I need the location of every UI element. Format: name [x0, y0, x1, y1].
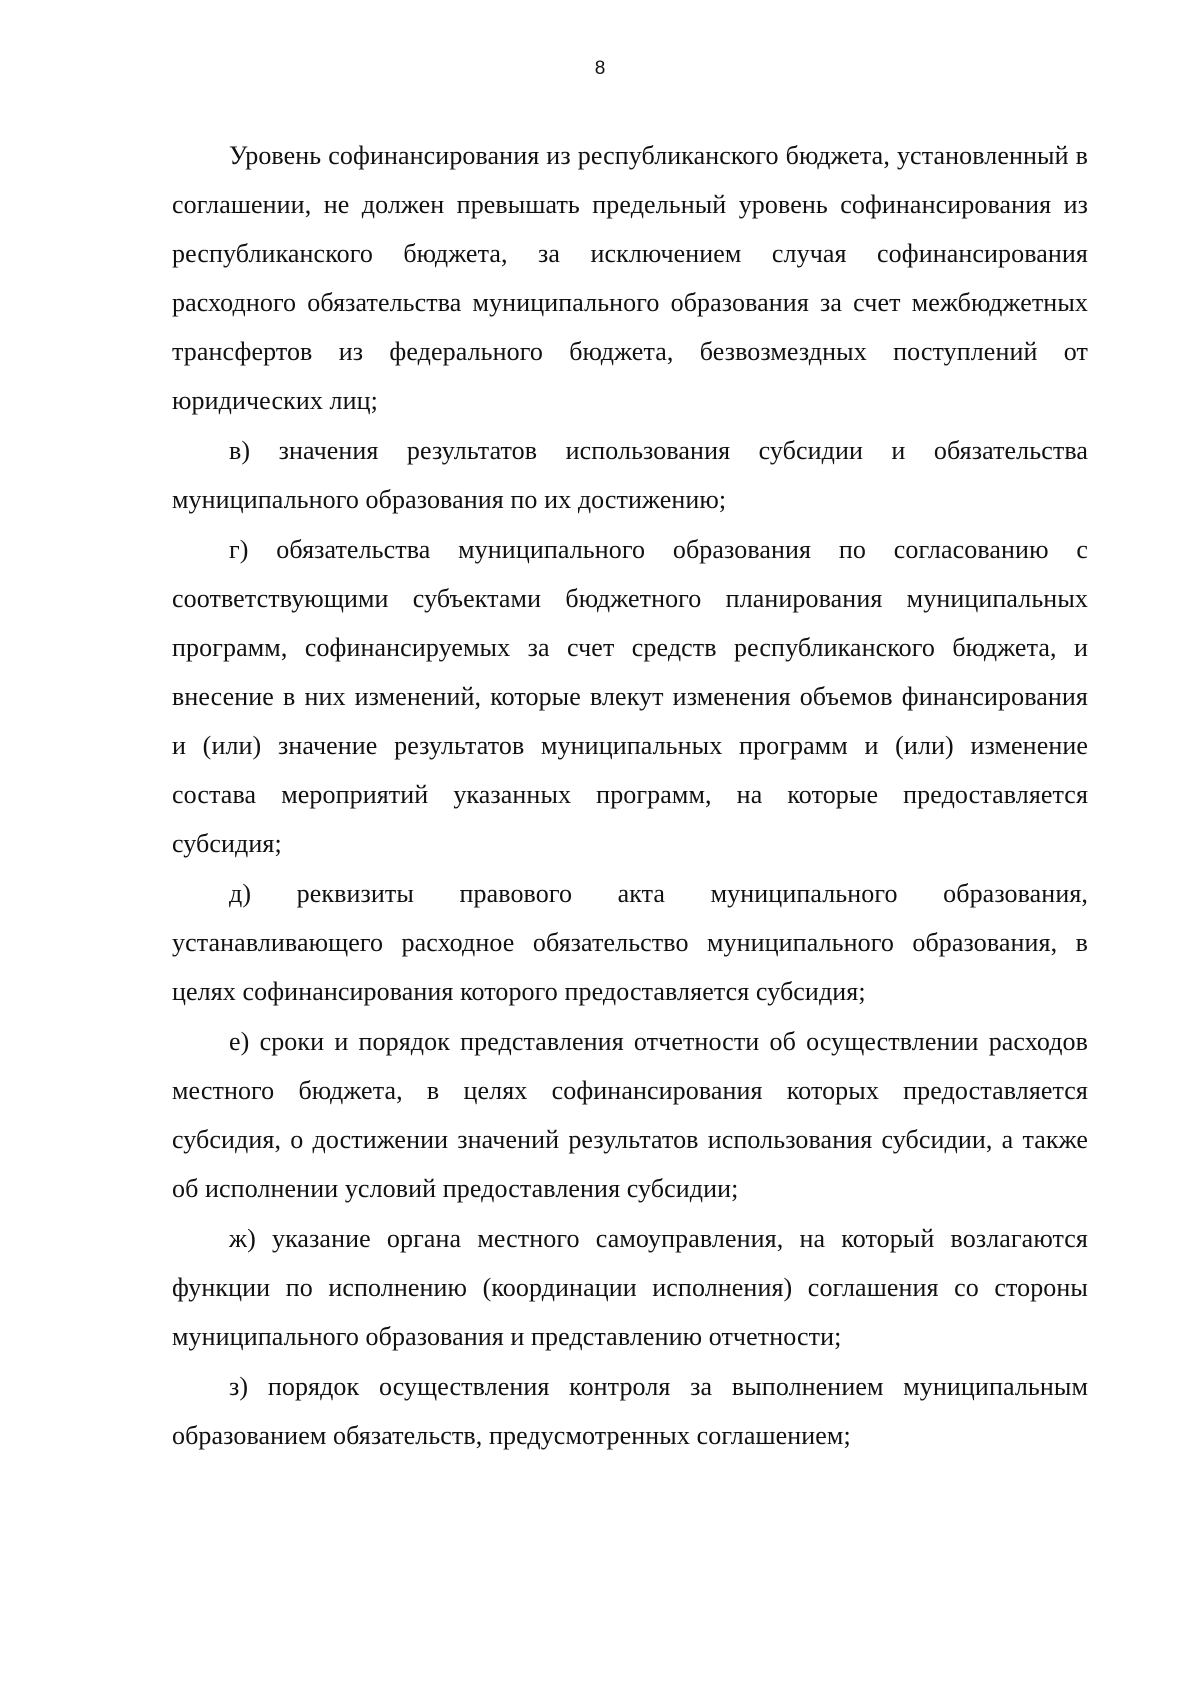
- paragraph-zh-local-authority: ж) указание органа местного самоуправления, на который возлагаются функции по исполнению (координации исполнения) соглашения со стороны муниципального образования и представлению отчетности;: [172, 1224, 1088, 1351]
- page-number: 8: [594, 58, 606, 79]
- paragraph-v-results-values: в) значения результатов использования субсидии и обязательства муниципального образования по их достижению;: [172, 436, 1088, 514]
- paragraph-cofinancing-level: Уровень софинансирования из республиканского бюджета, установленный в соглашении, не должен превышать предельный уровень софинансирования из республиканского бюджета, за исключением случая софинансирования расходного обязательства муниципального образования за счет межбюджетных трансфертов из федерального бюджета, безвозмездных поступлений от юридических лиц;: [172, 141, 1088, 415]
- paragraph-z-control-procedure: з) порядок осуществления контроля за выполнением муниципальным образованием обязательств, предусмотренных соглашением;: [172, 1372, 1088, 1450]
- paragraph-g-municipal-programs: г) обязательства муниципального образования по согласованию с соответствующими субъектами бюджетного планирования муниципальных программ, софинансируемых за счет средств республиканского бюджета, и внесение в них изменений, которые влекут изменения объемов финансирования и (или) значение результатов муниципальных программ и (или) изменение состава мероприятий указанных программ, на которые предоставляется субсидия;: [172, 535, 1088, 858]
- paragraph-e-reporting-terms: е) сроки и порядок представления отчетности об осуществлении расходов местного бюджета, в целях софинансирования которых предоставляется субсидия, о достижении значений результатов использования субсидии, а также об исполнении условий предоставления субсидии;: [172, 1027, 1088, 1203]
- paragraph-d-legal-act-details: д) реквизиты правового акта муниципального образования, устанавливающего расходное обязательство муниципального образования, в целях софинансирования которого предоставляется субсидия;: [172, 879, 1088, 1006]
- document-body: [172, 131, 1088, 1461]
